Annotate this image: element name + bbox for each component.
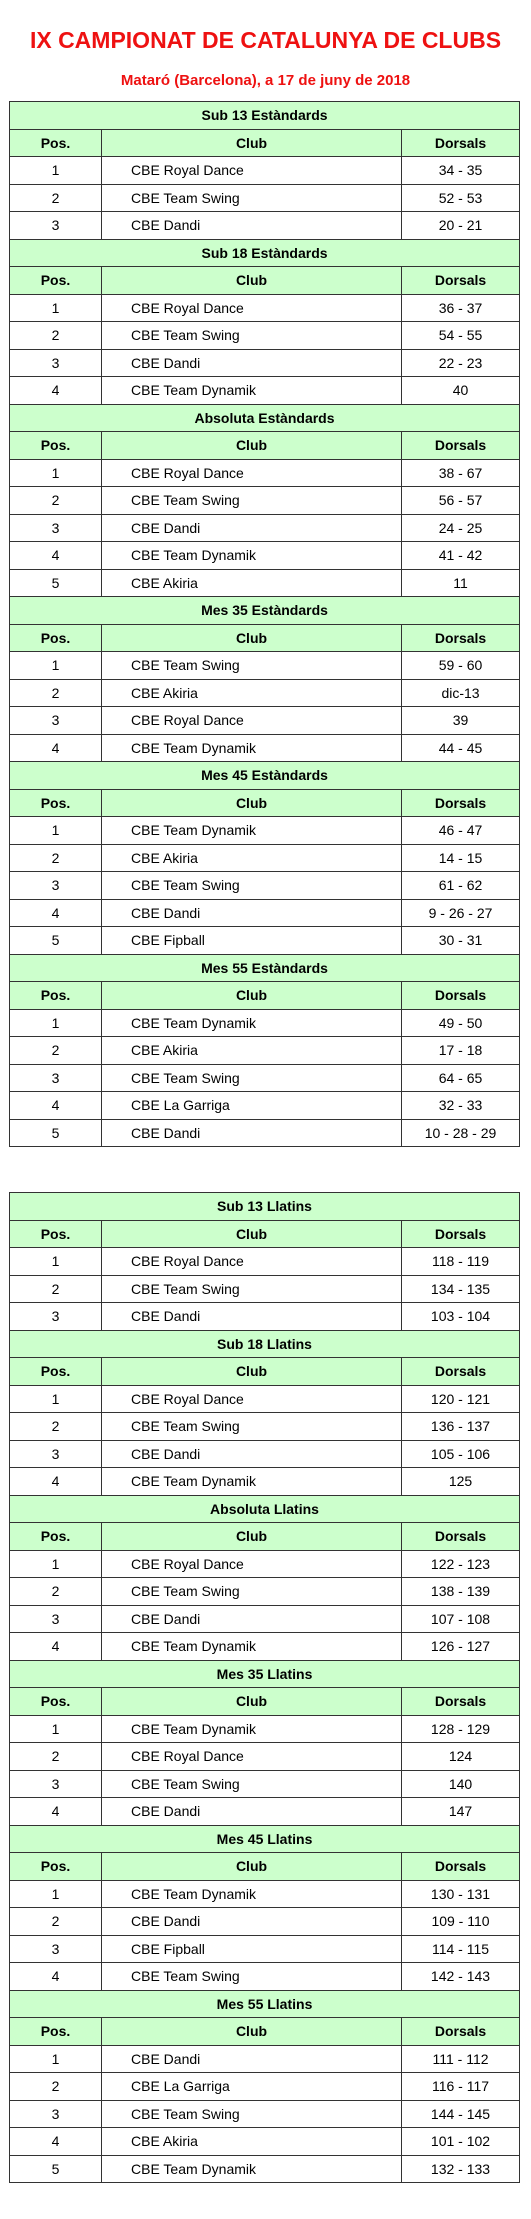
header-pos: Pos. <box>10 982 102 1010</box>
header-pos: Pos. <box>10 1220 102 1248</box>
dorsals-cell: 122 - 123 <box>402 1550 520 1578</box>
club-cell: CBE Royal Dance <box>102 1550 402 1578</box>
table-row <box>10 1550 520 1578</box>
position-cell: 3 <box>10 1440 102 1468</box>
category-title: Mes 35 Llatins <box>10 1660 520 1688</box>
table-row <box>10 349 520 377</box>
table-row <box>10 1633 520 1661</box>
dorsals-cell: 101 - 102 <box>402 2128 520 2156</box>
club-cell: CBE Team Swing <box>102 1275 402 1303</box>
dorsals-cell: 24 - 25 <box>402 514 520 542</box>
club-cell: CBE Royal Dance <box>102 1743 402 1771</box>
header-pos: Pos. <box>10 267 102 295</box>
category-title: Mes 55 Estàndards <box>10 954 520 982</box>
club-cell: CBE Dandi <box>102 514 402 542</box>
dorsals-cell: 120 - 121 <box>402 1385 520 1413</box>
header-club: Club <box>102 1688 402 1716</box>
dorsals-cell: 116 - 117 <box>402 2073 520 2101</box>
page-title: IX CAMPIONAT DE CATALUNYA DE CLUBS <box>29 27 502 53</box>
header-pos: Pos. <box>10 2018 102 2046</box>
table-row <box>10 2155 520 2183</box>
table-row <box>10 1935 520 1963</box>
header-club: Club <box>102 2018 402 2046</box>
category-title: Mes 45 Llatins <box>10 1825 520 1853</box>
table-row <box>10 1037 520 1065</box>
club-cell: CBE Akiria <box>102 2128 402 2156</box>
category-title: Absoluta Estàndards <box>10 404 520 432</box>
table-row <box>10 377 520 405</box>
dorsals-cell: 38 - 67 <box>402 459 520 487</box>
header-dorsals: Dorsals <box>402 789 520 817</box>
club-cell: CBE Team Swing <box>102 1578 402 1606</box>
position-cell: 2 <box>10 2073 102 2101</box>
dorsals-cell: 132 - 133 <box>402 2155 520 2183</box>
dorsals-cell: 46 - 47 <box>402 817 520 845</box>
dorsals-cell: 103 - 104 <box>402 1303 520 1331</box>
table-row <box>10 1064 520 1092</box>
column-header-row <box>10 982 520 1010</box>
club-cell: CBE Fipball <box>102 927 402 955</box>
club-cell: CBE Dandi <box>102 899 402 927</box>
dorsals-cell: 134 - 135 <box>402 1275 520 1303</box>
dorsals-cell: 105 - 106 <box>402 1440 520 1468</box>
position-cell: 5 <box>10 1119 102 1147</box>
position-cell: 1 <box>10 1880 102 1908</box>
category-title: Mes 35 Estàndards <box>10 597 520 625</box>
dorsals-cell: 128 - 129 <box>402 1715 520 1743</box>
club-cell: CBE Dandi <box>102 212 402 240</box>
club-cell: CBE Dandi <box>102 1605 402 1633</box>
table-row <box>10 212 520 240</box>
table-row <box>10 184 520 212</box>
dorsals-cell: 147 <box>402 1798 520 1826</box>
dorsals-cell: 126 - 127 <box>402 1633 520 1661</box>
position-cell: 1 <box>10 1550 102 1578</box>
dorsals-cell: 124 <box>402 1743 520 1771</box>
club-cell: CBE Team Dynamik <box>102 377 402 405</box>
page-subtitle: Mataró (Barcelona), a 17 de juny de 2018 <box>120 72 411 89</box>
category-title-row <box>10 954 520 982</box>
header-dorsals: Dorsals <box>402 1220 520 1248</box>
club-cell: CBE Team Swing <box>102 322 402 350</box>
position-cell: 3 <box>10 2100 102 2128</box>
position-cell: 2 <box>10 1413 102 1441</box>
dorsals-cell: 40 <box>402 377 520 405</box>
category-title-row <box>10 1330 520 1358</box>
dorsals-cell: 14 - 15 <box>402 844 520 872</box>
club-cell: CBE Team Swing <box>102 1413 402 1441</box>
position-cell: 2 <box>10 1743 102 1771</box>
dorsals-cell: 20 - 21 <box>402 212 520 240</box>
results-table-estandards <box>9 101 520 1147</box>
column-header-row <box>10 1688 520 1716</box>
position-cell: 5 <box>10 927 102 955</box>
table-row <box>10 872 520 900</box>
category-title: Sub 18 Estàndards <box>10 239 520 267</box>
header-dorsals: Dorsals <box>402 1358 520 1386</box>
position-cell: 4 <box>10 899 102 927</box>
header-pos: Pos. <box>10 1523 102 1551</box>
club-cell: CBE Team Dynamik <box>102 2155 402 2183</box>
dorsals-cell: 59 - 60 <box>402 652 520 680</box>
table-row <box>10 1440 520 1468</box>
club-cell: CBE Akiria <box>102 569 402 597</box>
category-title: Absoluta Llatins <box>10 1495 520 1523</box>
table-row <box>10 1963 520 1991</box>
club-cell: CBE Royal Dance <box>102 294 402 322</box>
header-club: Club <box>102 1523 402 1551</box>
category-title-row <box>10 404 520 432</box>
club-cell: CBE Team Swing <box>102 1770 402 1798</box>
category-title-row <box>10 1660 520 1688</box>
club-cell: CBE La Garriga <box>102 1092 402 1120</box>
dorsals-cell: 109 - 110 <box>402 1908 520 1936</box>
dorsals-cell: 111 - 112 <box>402 2045 520 2073</box>
table-row <box>10 817 520 845</box>
table-row <box>10 294 520 322</box>
header-club: Club <box>102 1358 402 1386</box>
club-cell: CBE Royal Dance <box>102 1248 402 1276</box>
position-cell: 4 <box>10 2128 102 2156</box>
position-cell: 2 <box>10 487 102 515</box>
table-row <box>10 157 520 185</box>
club-cell: CBE Dandi <box>102 1303 402 1331</box>
club-cell: CBE Team Dynamik <box>102 542 402 570</box>
position-cell: 2 <box>10 1037 102 1065</box>
club-cell: CBE Team Dynamik <box>102 734 402 762</box>
category-title-row <box>10 102 520 130</box>
table-row <box>10 2100 520 2128</box>
header-pos: Pos. <box>10 1853 102 1881</box>
club-cell: CBE Royal Dance <box>102 707 402 735</box>
position-cell: 1 <box>10 1385 102 1413</box>
table-row <box>10 1303 520 1331</box>
position-cell: 3 <box>10 872 102 900</box>
dorsals-cell: 140 <box>402 1770 520 1798</box>
dorsals-cell: 64 - 65 <box>402 1064 520 1092</box>
table-row <box>10 652 520 680</box>
category-title-row <box>10 762 520 790</box>
dorsals-cell: 10 - 28 - 29 <box>402 1119 520 1147</box>
header-club: Club <box>102 129 402 157</box>
dorsals-cell: 32 - 33 <box>402 1092 520 1120</box>
dorsals-cell: 49 - 50 <box>402 1009 520 1037</box>
category-title-row <box>10 1495 520 1523</box>
club-cell: CBE Dandi <box>102 1798 402 1826</box>
column-header-row <box>10 2018 520 2046</box>
dorsals-cell: 107 - 108 <box>402 1605 520 1633</box>
table-row <box>10 1880 520 1908</box>
club-cell: CBE Team Dynamik <box>102 1633 402 1661</box>
category-title: Sub 18 Llatins <box>10 1330 520 1358</box>
club-cell: CBE La Garriga <box>102 2073 402 2101</box>
position-cell: 2 <box>10 1908 102 1936</box>
header-club: Club <box>102 1853 402 1881</box>
column-header-row <box>10 267 520 295</box>
table-row <box>10 487 520 515</box>
header-club: Club <box>102 789 402 817</box>
dorsals-cell: 34 - 35 <box>402 157 520 185</box>
column-header-row <box>10 432 520 460</box>
column-header-row <box>10 1523 520 1551</box>
position-cell: 2 <box>10 184 102 212</box>
header-club: Club <box>102 624 402 652</box>
estandards-section <box>9 101 519 1147</box>
dorsals-cell: 11 <box>402 569 520 597</box>
position-cell: 5 <box>10 2155 102 2183</box>
club-cell: CBE Royal Dance <box>102 1385 402 1413</box>
club-cell: CBE Dandi <box>102 1119 402 1147</box>
dorsals-cell: 61 - 62 <box>402 872 520 900</box>
club-cell: CBE Team Swing <box>102 1064 402 1092</box>
table-row <box>10 1009 520 1037</box>
column-header-row <box>10 1853 520 1881</box>
table-row <box>10 1092 520 1120</box>
category-title-row <box>10 239 520 267</box>
position-cell: 2 <box>10 1275 102 1303</box>
table-row <box>10 899 520 927</box>
category-title-row <box>10 597 520 625</box>
position-cell: 4 <box>10 1633 102 1661</box>
table-row <box>10 927 520 955</box>
table-row <box>10 1468 520 1496</box>
club-cell: CBE Team Dynamik <box>102 1715 402 1743</box>
header-pos: Pos. <box>10 129 102 157</box>
club-cell: CBE Team Swing <box>102 184 402 212</box>
column-header-row <box>10 789 520 817</box>
dorsals-cell: 41 - 42 <box>402 542 520 570</box>
header-club: Club <box>102 982 402 1010</box>
header-dorsals: Dorsals <box>402 1523 520 1551</box>
table-row <box>10 844 520 872</box>
header-dorsals: Dorsals <box>402 624 520 652</box>
column-header-row <box>10 624 520 652</box>
table-row <box>10 322 520 350</box>
dorsals-cell: 17 - 18 <box>402 1037 520 1065</box>
position-cell: 3 <box>10 1303 102 1331</box>
dorsals-cell: 125 <box>402 1468 520 1496</box>
position-cell: 1 <box>10 817 102 845</box>
header-club: Club <box>102 432 402 460</box>
dorsals-cell: 52 - 53 <box>402 184 520 212</box>
table-row <box>10 1798 520 1826</box>
dorsals-cell: 39 <box>402 707 520 735</box>
llatins-section <box>9 1192 519 2183</box>
position-cell: 3 <box>10 212 102 240</box>
header-dorsals: Dorsals <box>402 982 520 1010</box>
table-row <box>10 1413 520 1441</box>
position-cell: 1 <box>10 652 102 680</box>
position-cell: 3 <box>10 707 102 735</box>
dorsals-cell: 114 - 115 <box>402 1935 520 1963</box>
club-cell: CBE Dandi <box>102 349 402 377</box>
table-row <box>10 569 520 597</box>
table-row <box>10 542 520 570</box>
category-title-row <box>10 1825 520 1853</box>
position-cell: 4 <box>10 377 102 405</box>
club-cell: CBE Team Swing <box>102 872 402 900</box>
position-cell: 4 <box>10 734 102 762</box>
dorsals-cell: 54 - 55 <box>402 322 520 350</box>
position-cell: 3 <box>10 1770 102 1798</box>
club-cell: CBE Akiria <box>102 679 402 707</box>
dorsals-cell: 44 - 45 <box>402 734 520 762</box>
header-dorsals: Dorsals <box>402 1853 520 1881</box>
table-row <box>10 1715 520 1743</box>
column-header-row <box>10 1220 520 1248</box>
club-cell: CBE Team Dynamik <box>102 1880 402 1908</box>
position-cell: 3 <box>10 349 102 377</box>
header-club: Club <box>102 1220 402 1248</box>
position-cell: 1 <box>10 294 102 322</box>
position-cell: 5 <box>10 569 102 597</box>
dorsals-cell: 118 - 119 <box>402 1248 520 1276</box>
club-cell: CBE Dandi <box>102 2045 402 2073</box>
position-cell: 1 <box>10 1009 102 1037</box>
position-cell: 1 <box>10 1715 102 1743</box>
club-cell: CBE Royal Dance <box>102 459 402 487</box>
table-row <box>10 734 520 762</box>
table-row <box>10 1385 520 1413</box>
position-cell: 3 <box>10 514 102 542</box>
position-cell: 3 <box>10 1064 102 1092</box>
position-cell: 3 <box>10 1935 102 1963</box>
column-header-row <box>10 1358 520 1386</box>
table-row <box>10 459 520 487</box>
position-cell: 1 <box>10 157 102 185</box>
club-cell: CBE Team Dynamik <box>102 817 402 845</box>
club-cell: CBE Akiria <box>102 844 402 872</box>
dorsals-cell: 138 - 139 <box>402 1578 520 1606</box>
category-title: Sub 13 Llatins <box>10 1193 520 1221</box>
club-cell: CBE Royal Dance <box>102 157 402 185</box>
header-pos: Pos. <box>10 1358 102 1386</box>
position-cell: 4 <box>10 542 102 570</box>
table-row <box>10 679 520 707</box>
category-title: Mes 45 Estàndards <box>10 762 520 790</box>
club-cell: CBE Team Swing <box>102 1963 402 1991</box>
club-cell: CBE Akiria <box>102 1037 402 1065</box>
table-row <box>10 514 520 542</box>
header-pos: Pos. <box>10 624 102 652</box>
table-row <box>10 1248 520 1276</box>
column-header-row <box>10 129 520 157</box>
position-cell: 1 <box>10 1248 102 1276</box>
table-row <box>10 1743 520 1771</box>
club-cell: CBE Dandi <box>102 1440 402 1468</box>
club-cell: CBE Dandi <box>102 1908 402 1936</box>
header-pos: Pos. <box>10 789 102 817</box>
table-row <box>10 1119 520 1147</box>
position-cell: 3 <box>10 1605 102 1633</box>
dorsals-cell: 36 - 37 <box>402 294 520 322</box>
position-cell: 2 <box>10 1578 102 1606</box>
header-club: Club <box>102 267 402 295</box>
table-row <box>10 1578 520 1606</box>
table-row <box>10 707 520 735</box>
club-cell: CBE Team Swing <box>102 487 402 515</box>
club-cell: CBE Team Dynamik <box>102 1468 402 1496</box>
dorsals-cell: 130 - 131 <box>402 1880 520 1908</box>
position-cell: 4 <box>10 1468 102 1496</box>
dorsals-cell: dic-13 <box>402 679 520 707</box>
header-dorsals: Dorsals <box>402 432 520 460</box>
table-row <box>10 2073 520 2101</box>
dorsals-cell: 56 - 57 <box>402 487 520 515</box>
club-cell: CBE Team Swing <box>102 652 402 680</box>
category-title: Mes 55 Llatins <box>10 1990 520 2018</box>
position-cell: 2 <box>10 322 102 350</box>
position-cell: 4 <box>10 1798 102 1826</box>
club-cell: CBE Team Dynamik <box>102 1009 402 1037</box>
position-cell: 2 <box>10 679 102 707</box>
category-title-row <box>10 1193 520 1221</box>
table-row <box>10 1275 520 1303</box>
position-cell: 4 <box>10 1963 102 1991</box>
dorsals-cell: 136 - 137 <box>402 1413 520 1441</box>
header-dorsals: Dorsals <box>402 129 520 157</box>
header-dorsals: Dorsals <box>402 267 520 295</box>
club-cell: CBE Fipball <box>102 1935 402 1963</box>
table-row <box>10 1908 520 1936</box>
dorsals-cell: 144 - 145 <box>402 2100 520 2128</box>
dorsals-cell: 22 - 23 <box>402 349 520 377</box>
header-pos: Pos. <box>10 1688 102 1716</box>
table-row <box>10 1605 520 1633</box>
table-row <box>10 2045 520 2073</box>
dorsals-cell: 142 - 143 <box>402 1963 520 1991</box>
position-cell: 1 <box>10 2045 102 2073</box>
position-cell: 2 <box>10 844 102 872</box>
results-table-llatins <box>9 1192 520 2183</box>
position-cell: 1 <box>10 459 102 487</box>
header-pos: Pos. <box>10 432 102 460</box>
table-row <box>10 2128 520 2156</box>
table-row <box>10 1770 520 1798</box>
dorsals-cell: 9 - 26 - 27 <box>402 899 520 927</box>
dorsals-cell: 30 - 31 <box>402 927 520 955</box>
header-dorsals: Dorsals <box>402 2018 520 2046</box>
category-title: Sub 13 Estàndards <box>10 102 520 130</box>
header-dorsals: Dorsals <box>402 1688 520 1716</box>
club-cell: CBE Team Swing <box>102 2100 402 2128</box>
category-title-row <box>10 1990 520 2018</box>
position-cell: 4 <box>10 1092 102 1120</box>
